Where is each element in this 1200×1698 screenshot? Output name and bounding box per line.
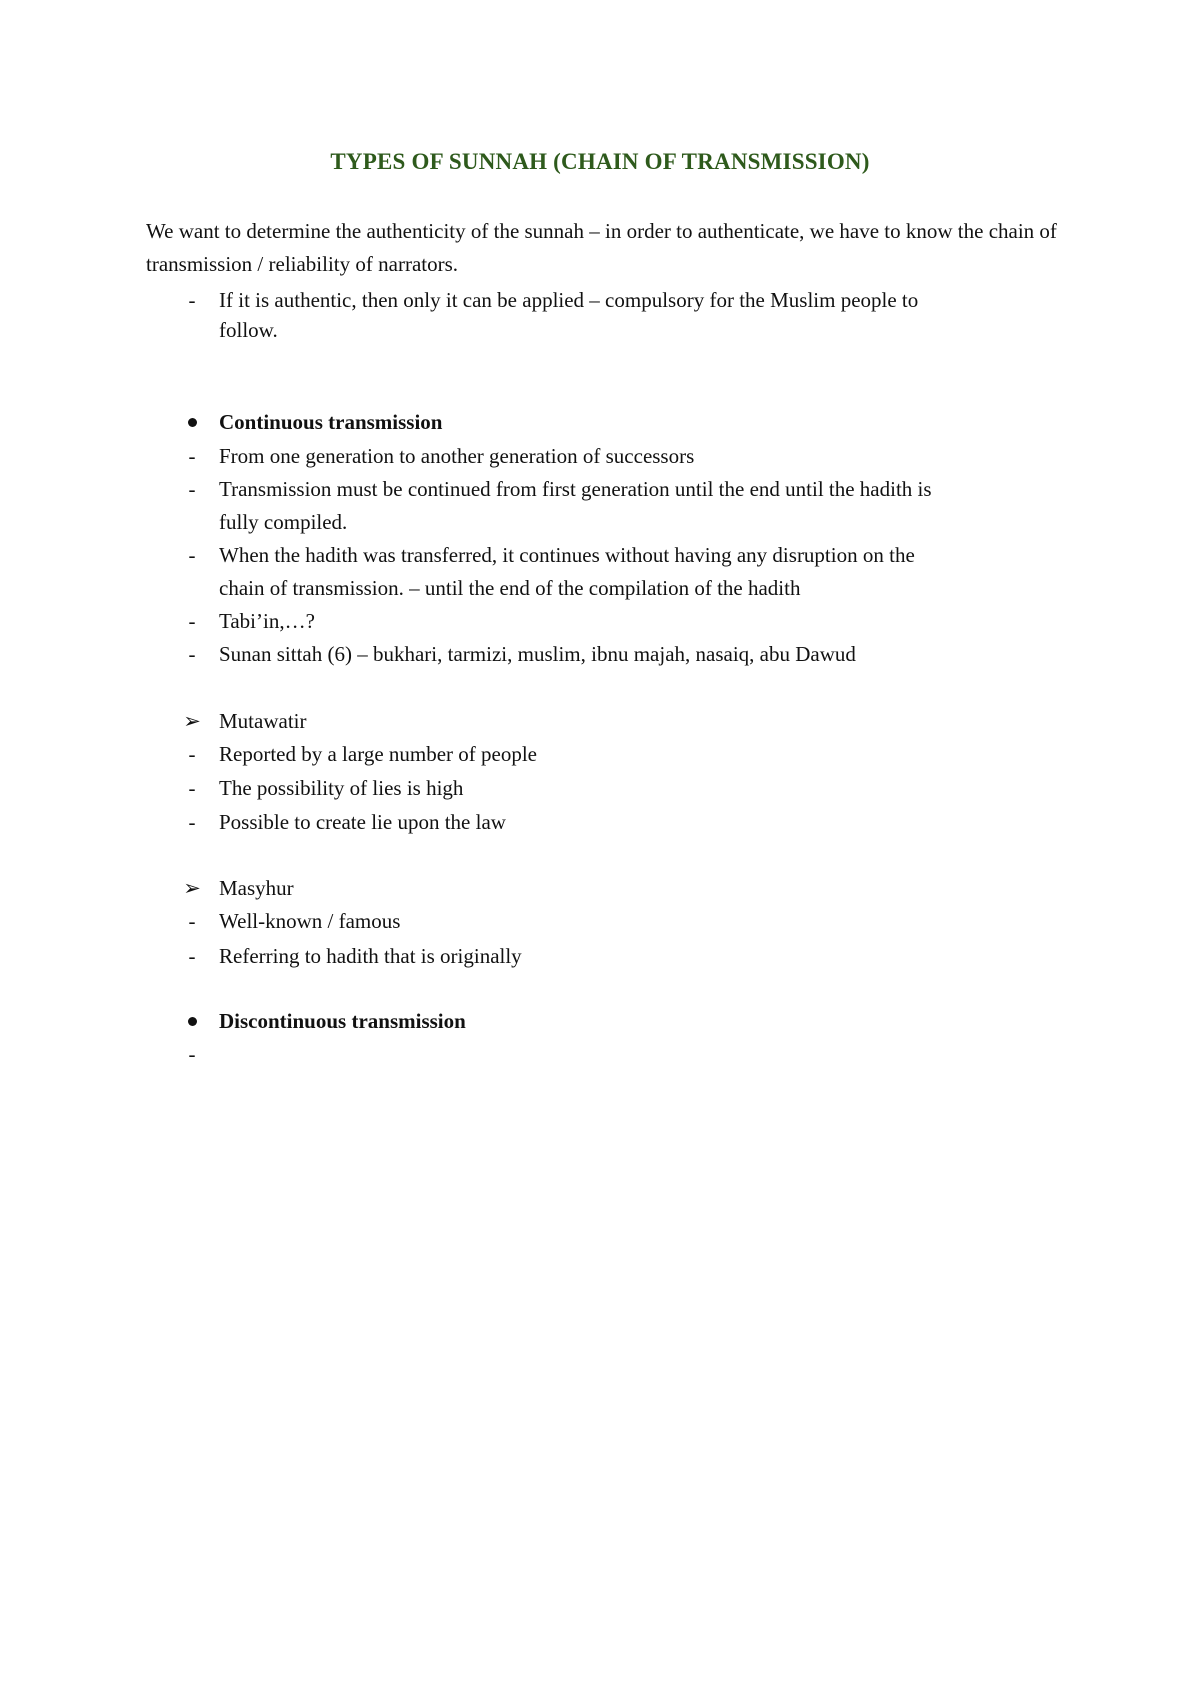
dash-marker: - xyxy=(188,609,196,633)
dash-marker: - xyxy=(188,944,196,968)
list-item-text: Reported by a large number of people xyxy=(219,742,538,766)
list-item-text: Sunan sittah (6) – bukhari, tarmizi, muslim, ibnu majah, nasaiq, abu Dawud xyxy=(219,642,856,666)
list-item-text: Well-known / famous xyxy=(219,909,401,933)
dash-marker: - xyxy=(188,1042,196,1066)
mutawatir-heading: Mutawatir xyxy=(219,709,307,733)
list-item-text: Transmission must be continued from first generation until the end until the hadith is xyxy=(219,477,932,501)
list-item-text: Tabi’in,…? xyxy=(219,609,315,633)
list-item-text: From one generation to another generation of successors xyxy=(219,444,695,468)
dash-marker: - xyxy=(188,288,196,312)
list-item-text: chain of transmission. – until the end of the compilation of the hadith xyxy=(219,576,801,600)
bullet-icon xyxy=(182,406,202,439)
dash-marker: - xyxy=(188,810,196,834)
list-item-text: When the hadith was transferred, it continues without having any disruption on the xyxy=(219,543,915,567)
dash-marker: - xyxy=(188,642,196,666)
list-item-text: Referring to hadith that is originally xyxy=(219,944,522,968)
dash-marker: - xyxy=(188,543,196,567)
page-title: TYPES OF SUNNAH (CHAIN OF TRANSMISSION) xyxy=(330,149,870,174)
intro-paragraph: We want to determine the authenticity of the sunnah – in order to authenticate, we have to know the chain of transmission / reliability of narrators. xyxy=(146,219,1057,276)
dash-marker: - xyxy=(188,776,196,800)
bullet-icon xyxy=(182,1005,202,1038)
list-item-text: The possibility of lies is high xyxy=(219,776,464,800)
dash-marker: - xyxy=(188,742,196,766)
note-text-1: If it is authentic, then only it can be applied – compulsory for the Muslim people to xyxy=(219,288,919,312)
list-item-text: fully compiled. xyxy=(219,510,348,534)
list-item-text: Possible to create lie upon the law xyxy=(219,810,506,834)
masyhur-heading: Masyhur xyxy=(219,876,294,900)
arrow-icon: ➢ xyxy=(183,876,201,900)
dash-marker: - xyxy=(188,444,196,468)
discontinuous-heading: Discontinuous transmission xyxy=(219,1009,466,1033)
note-text-2: follow. xyxy=(219,318,278,342)
continuous-heading: Continuous transmission xyxy=(219,410,443,434)
arrow-icon: ➢ xyxy=(183,709,201,733)
dash-marker: - xyxy=(188,477,196,501)
dash-marker: - xyxy=(188,909,196,933)
